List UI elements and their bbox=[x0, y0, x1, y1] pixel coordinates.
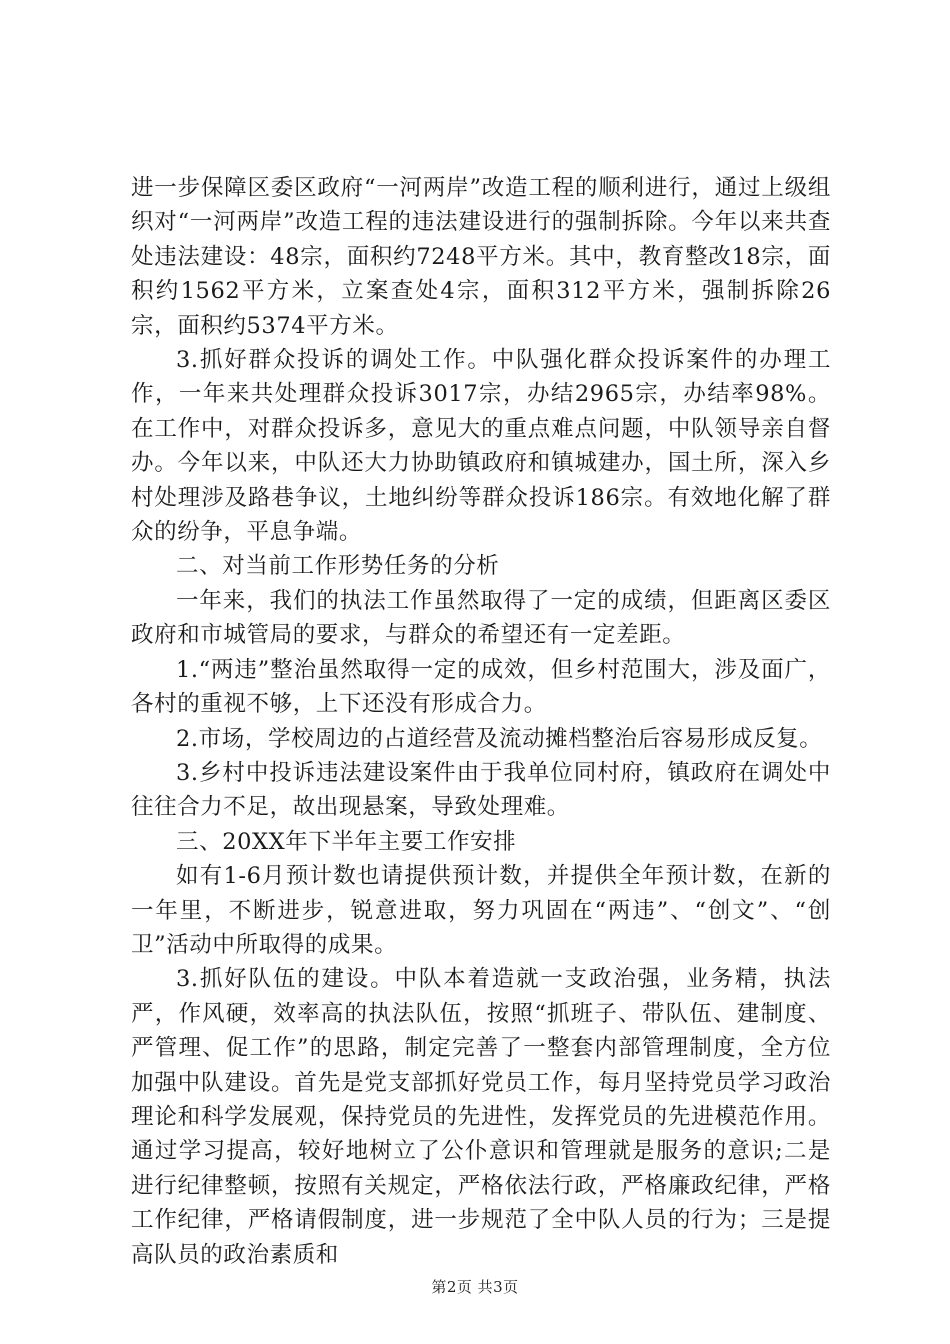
paragraph: 3.乡村中投诉违法建设案件由于我单位同村府，镇政府在调处中往往合力不足，故出现悬案，导致处理难。 bbox=[131, 759, 831, 821]
paragraph: 1.“两违”整治虽然取得一定的成效，但乡村范围大，涉及面广，各村的重视不够，上下还没有形成合力。 bbox=[131, 656, 831, 718]
paragraph: 3.抓好群众投诉的调处工作。中队强化群众投诉案件的办理工作，一年来共处理群众投诉3017宗，办结2965宗，办结率98%。在工作中，对群众投诉多，意见大的重点难点问题，中队领导亲自督办。今年以来，中队还大力协助镇政府和镇城建办，国土所，深入乡村处理涉及路巷争议，土地纠纷等群众投诉186宗。有效地化解了群众的纷争，平息争端。 bbox=[131, 347, 831, 546]
paragraph: 3.抓好队伍的建设。中队本着造就一支政治强，业务精，执法严，作风硬，效率高的执法队伍，按照“抓班子、带队伍、建制度、严管理、促工作”的思路，制定完善了一整套内部管理制度，全方位加强中队建设。首先是党支部抓好党员工作，每月坚持党员学习政治理论和科学发展观，保持党员的先进性，发挥党员的先进模范作用。通过学习提高，较好地树立了公仆意识和管理就是服务的意识;二是进行纪律整顿，按照有关规定，严格依法行政，严格廉政纪律，严格工作纪律，严格请假制度，进一步规范了全中队人员的行为；三是提高队员的政治素质和 bbox=[131, 966, 831, 1268]
document-body bbox=[131, 171, 831, 1272]
page-number-footer: 第2页 共3页 bbox=[431, 1278, 519, 1296]
section-heading: 三、20XX年下半年主要工作安排 bbox=[176, 828, 517, 855]
section-heading: 二、对当前工作形势任务的分析 bbox=[176, 553, 500, 580]
paragraph: 2.市场，学校周边的占道经营及流动摊档整治后容易形成反复。 bbox=[176, 725, 823, 752]
paragraph: 一年来，我们的执法工作虽然取得了一定的成绩，但距离区委区政府和市城管局的要求，与群众的希望还有一定差距。 bbox=[131, 587, 831, 649]
paragraph: 进一步保障区委区政府“一河两岸”改造工程的顺利进行，通过上级组织对“一河两岸”改造工程的违法建设进行的强制拆除。今年以来共查处违法建设：48宗，面积约7248平方米。其中，教育整改18宗，面积约1562平方米，立案查处4宗，面积312平方米，强制拆除26宗，面积约5374平方米。 bbox=[131, 175, 831, 339]
paragraph: 如有1-6月预计数也请提供预计数，并提供全年预计数，在新的一年里，不断进步，锐意进取，努力巩固在“两违”、“创文”、“创卫”活动中所取得的成果。 bbox=[131, 863, 831, 958]
